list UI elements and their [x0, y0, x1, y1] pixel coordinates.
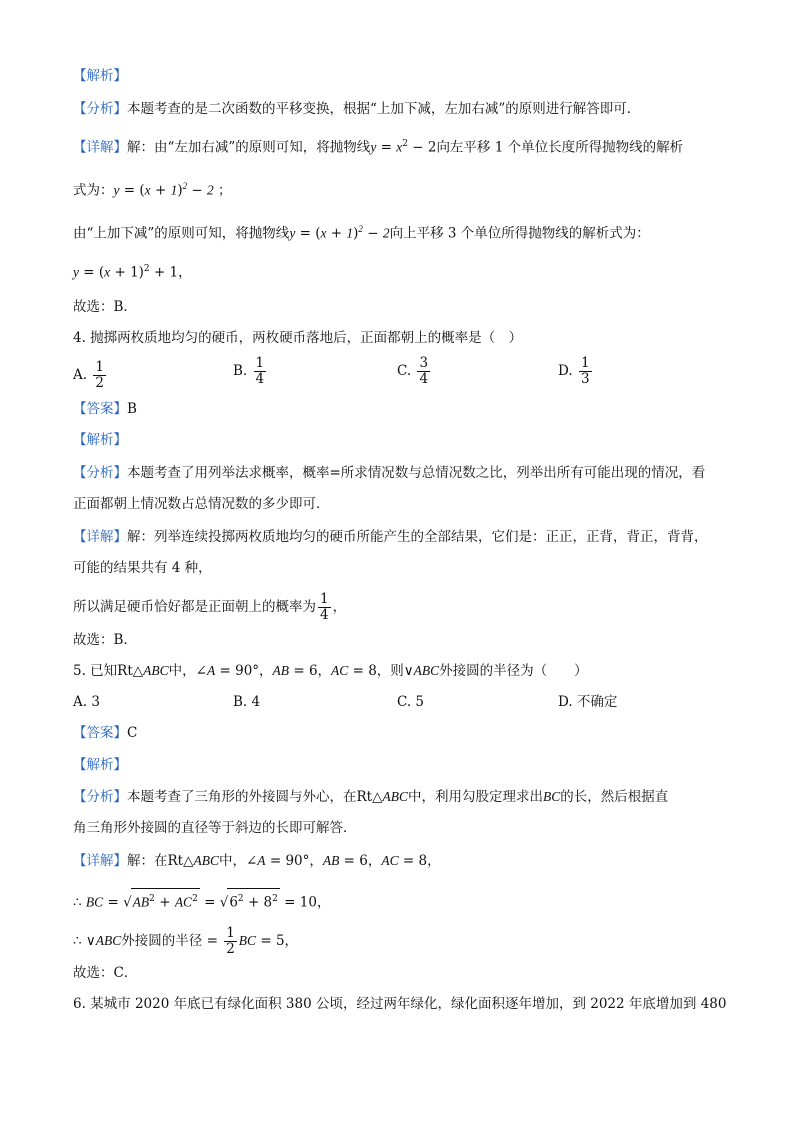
formula-up-shift: y: [289, 225, 296, 241]
fraction: $\frac{1}{3}$: [580, 355, 590, 387]
q4-answer: 【答案】B: [73, 401, 137, 417]
q3-detail-line3: 由“上加下减”的原则可知，将抛物线$y = (x + 1)^2 - 2$向上平移 3 个单位所得抛物线的解析式为：: [73, 224, 650, 242]
fraction: $\frac{1}{4}$: [320, 591, 329, 623]
q5-answer: 【答案】C: [73, 725, 138, 741]
q4-detail-line1: 【详解】解：列举连续投掷两枚质地均匀的硬币所能产生的全部结果，它们是：正正，正背，背正，背背，: [73, 529, 708, 545]
q5-option-a: A. 3: [73, 694, 100, 710]
q5-detail-radius: ∴ ∨ABC外接圆的半径 = $\frac{1}{2}$ BC = 5，: [73, 925, 299, 957]
q4-analysis-line1: 【分析】本题考查了用列举法求概率，概率=所求情况数与总情况数之比，列举出所有可能出现的情况，看: [73, 465, 706, 481]
fraction: $\frac{1}{4}$: [255, 355, 265, 387]
q5-option-b: B. 4: [233, 694, 261, 710]
formula-left-shift: y: [113, 182, 120, 198]
fraction: $\frac{1}{2}$: [95, 359, 104, 391]
sqrt-icon: √: [123, 894, 132, 911]
q5-stem: 5. 已知Rt△ABC中，∠A = 90°，AB = 6，AC = 8，则∨ABC外接圆的半径为（ ）: [73, 663, 588, 679]
q4-choose: 故选：B．: [73, 632, 137, 648]
fraction: $\frac{3}{4}$: [419, 355, 429, 387]
q5-analysis-line1: 【分析】本题考查了三角形的外接圆与外心，在Rt△ABC中，利用勾股定理求出BC的长，然后根据直: [73, 789, 669, 805]
q4-option-b: B. $\frac{1}{4}$: [233, 355, 265, 387]
q3-choose: 故选：B．: [73, 299, 137, 315]
q6-stem: 6. 某城市 2020 年底已有绿化面积 380 公顷，经过两年绿化，绿化面积逐年增加，到 2022 年底增加到 480: [73, 996, 727, 1012]
q3-detail-result: $y = (x + 1)^2 + 1$，: [73, 264, 192, 281]
q3-analysis: 【分析】本题考查的是二次函数的平移变换，根据“上加下减，左加右减”的原则进行解答即可．: [73, 101, 641, 117]
q5-choose: 故选：C．: [73, 965, 138, 981]
q4-section-tag-analysis: 【解析】: [73, 432, 127, 448]
q4-analysis-line2: 正面都朝上情况数占总情况数的多少即可．: [73, 496, 330, 512]
q4-stem: 4. 抛掷两枚质地均匀的硬币，两枚硬币落地后，正面都朝上的概率是（ ）: [73, 330, 523, 346]
q5-analysis-line2: 角三角形外接圆的直径等于斜边的长即可解答．: [73, 820, 357, 836]
q5-section-tag-analysis: 【解析】: [73, 757, 127, 773]
q4-option-a: A. $\frac{1}{2}$: [73, 359, 104, 391]
q5-detail-bc: ∴ BC = $√AB^2 + AC^2 = √6^2 + 8^2 = 10$，: [73, 888, 330, 913]
q4-detail-line3: 所以满足硬币恰好都是正面朝上的概率为 $\frac{1}{4}$ ，: [73, 591, 347, 623]
sqrt-icon: √: [219, 894, 229, 911]
fraction: $\frac{1}{2}$: [226, 925, 235, 957]
q3-detail-line1: 【详解】解：由“左加右减”的原则可知，将抛物线$y = x^2 - 2$向左平移 1 个单位长度所得抛物线的解析: [73, 139, 684, 156]
formula-parabola-original: y: [370, 139, 377, 155]
q3-detail-line2: 式为：$y = (x + 1)^2 - 2$ ；: [73, 181, 232, 199]
q5-option-c: C. 5: [397, 694, 425, 710]
q4-option-d: D. $\frac{1}{3}$: [558, 355, 590, 387]
q4-detail-line2: 可能的结果共有 4 种，: [73, 560, 212, 576]
q5-detail-line1: 【详解】解：在Rt△ABC中，∠A = 90°，AB = 6，AC = 8，: [73, 853, 441, 869]
section-tag-analysis: 【解析】: [73, 68, 127, 84]
q4-option-c: C. $\frac{3}{4}$: [397, 355, 429, 387]
q5-option-d: D. 不确定: [558, 694, 618, 710]
